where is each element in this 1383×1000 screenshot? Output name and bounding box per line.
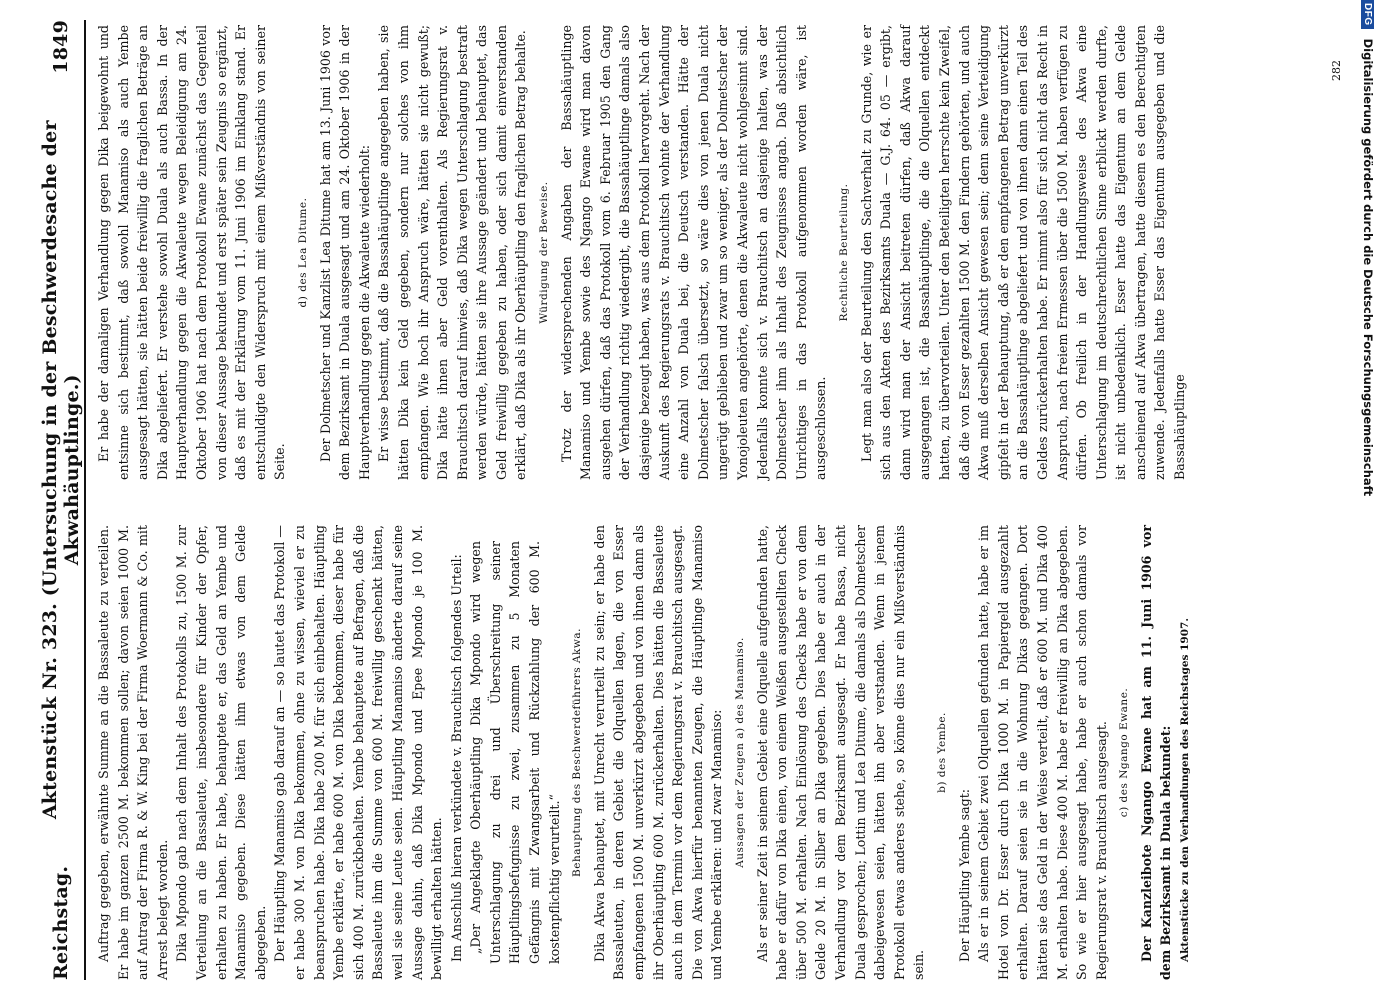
- paragraph: Als er seiner Zeit in seinem Gebiet eine Olquelle aufgefunden hatte, habe er dafür von Dika einen, von einem Weißen ausgestellten Check über 500 M. erhalten. Nach Einlösung des Checks habe er von dem Gelde 20 M. in Silber an Dika gegeben. Dies habe er auch in der Verhandlung vor dem Bezirksamt ausgesagt. Er habe Bassa, nicht Duala gesprochen; Lottin und Lea Ditume, die damals als Dolmetscher dabeigewesen seien, hätten ihn aber verstanden. Wenn in jenem Protokoll etwas anderes stehe, so könne dies nur ein Mißverständnis sein.: [754, 525, 927, 980]
- verdict-quote: „Der Angeklagte Oberhäuptling Dika Mpondo wird wegen Unterschlagung zu drei und Überschreitung seiner Häuptlingsbefugnisse zu zwei, zusammen zu 5 Monaten Gefängnis mit Zwangsarbeit und Rückzahlung der 600 M. kostenpflichtig verurteilt.“: [468, 541, 562, 964]
- page-footer: Aktenstücke zu den Verhandlungen des Reichstages 1907.: [1179, 618, 1192, 962]
- section-heading: b) des Yembe.: [935, 712, 948, 793]
- paragraph: Der Dolmetscher und Kanzlist Lea Ditume hat am 13. Juni 1906 vor dem Bezirksamt in Duala ausgesagt und am 24. Oktober 1906 in der Hauptverhandlung gegen die Akwaleute wiederholt:: [317, 25, 372, 480]
- header-title: Aktenstück Nr. 323. (Untersuchung in der Beschwerdesache der Akwahäuptlinge.): [39, 120, 83, 820]
- section-heading: Aussagen der Zeugen a) des Manamiso.: [734, 637, 746, 868]
- dfg-logo: DFG: [1362, 0, 1375, 29]
- digitization-credit: Digitalisierung gefördert durch die Deutsche Forschungsgemeinschaft: [1361, 38, 1375, 497]
- header-left: Reichstag.: [50, 865, 72, 980]
- paragraph: Der Häuptling Manamiso gab darauf an — so lautet das Protokoll — er habe 300 M. von Dika bekommen, ohne zu wissen, wieviel er zu beanspruchen habe. Dika habe 200 M. für sich einbehalten. Häuptling Yembe erklärte, er habe 600 M. von Dika bekommen, dieser habe für sich 400 M. zurückbehalten. Yembe behauptete auf Befragen, daß die Bassaleute ihm die Summe von 600 M. freiwillig geschenkt hätten, weil sie seine Leute seien. Häuptling Manamiso änderte darauf seine Aussage dahin, daß Dika Mpondo und Epee Mpondo je 100 M. bewilligt erhalten hätten.: [272, 525, 445, 980]
- paragraph: Legt man also der Beurteilung den Sachverhalt zu Grunde, wie er sich aus den Akten des Bezirksamts Duala — G.J. 64. 05 — ergibt, dann wird man der Ansicht beitreten dürfen, daß Akwa darauf ausgegangen ist, die Bassahäuptlinge, die die Olquellen entdeckt hatten, zu übervorteilen. Unter den Beteiligten herrschte kein Zweifel, daß die von Esser gezahlten 1500 M. den Findern gehörten, und auch Akwa muß derselben Ansicht gewesen sein; denn seine Verteidigung gipfelt in der Behauptung, daß er den empfangenen Betrag unverkürzt an die Bassahäuptlinge abgeliefert und von ihnen dann einen Teil des Geldes zurückerhalten habe. Er nimmt also für sich nicht das Recht in Anspruch, nach freiem Ermessen über die 1500 M. haben verfügen zu dürfen. Ob freilich in der Handlungsweise des Akwa eine Unterschlagung im deutschrechtlichen Sinne erblickt werden durfte, ist nicht unbedenklich. Esser hatte das Eigentum an dem Gelde anscheinend auf Akwa übertragen, hatte diesem es den Berechtigten zuwende. Jedenfalls hatte Esser das Eigentum ausgegeben und die Bassahäuptlinge: [858, 25, 1188, 480]
- header-page-number: 1849: [50, 20, 72, 74]
- paragraph: Auftrag gegeben, erwähnte Summe an die Bassaleute zu verteilen. Er habe im ganzen 2500 M. bekommen sollen; davon seien 1000 M. auf Antrag der Firma R. & W. King bei der Firma Woermann & Co. mit Arrest belegt worden.: [96, 525, 170, 980]
- paragraph: Dika Mpondo gab nach dem Inhalt des Protokolls zu, 1500 M. zur Verteilung an die Bassaleute, insbesondere für Kinder der Opfer, erhalten zu haben. Er habe, behauptete er, das Geld an Yembe und Manamiso gegeben. Diese hätten ihm etwas von dem Gelde abgegeben.: [174, 525, 268, 980]
- header-rule: [84, 20, 86, 980]
- section-heading: c) des Ngango Ewane.: [1118, 687, 1131, 818]
- section-heading: Behauptung des Beschwerdeführers Akwa.: [571, 628, 584, 877]
- section-heading: Würdigung der Beweise.: [538, 181, 551, 324]
- page-number: 282: [1330, 60, 1343, 81]
- section-heading: d) des Lea Ditume.: [296, 197, 309, 308]
- section-heading: Rechtliche Beurteilung.: [837, 183, 850, 322]
- document-page: [40, 20, 1350, 980]
- digitization-sidebar: [1356, 0, 1380, 1000]
- left-column: [94, 525, 1196, 980]
- paragraph: Der Kanzleibote Ngango Ewane hat am 11. Juni 1906 vor dem Bezirksamt in Duala bekundet:: [1138, 525, 1174, 980]
- right-column: [94, 25, 1190, 480]
- paragraph: Der Häuptling Yembe sagt:: [956, 789, 972, 962]
- page-header: [40, 20, 82, 980]
- paragraph: Dika Akwa behauptet, mit Unrecht verurteilt zu sein; er habe den Bassaleuten, in deren Gebiet die Olquellen lagen, die von Esser empfangenen 1500 M. unverkürzt abgegeben und von ihnen dann als ihr Oberhäuptling 600 M. zurückerhalten. Dies hätten die Bassaleute auch in dem Termin vor dem Regierungsrat v. Brauchitsch ausgesagt. Die von Akwa hierfür benannten Zeugen, die Häuptlinge Manamiso und Yembe erklären: und zwar Manamiso:: [591, 525, 725, 980]
- paragraph: Als er in seinem Gebiet zwei Olquellen gefunden hatte, habe er im Hotel von Dr. Esser durch Dika 1000 M. in Papiergeld ausgezahlt erhalten. Darauf seien sie in die Wohnung Dikas gegangen. Dort hätten sie das Geld in der Weise verteilt, daß er 600 M. und Dika 400 M. erhalten habe. Diese 400 M. habe er freiwillig an Dika abgegeben. So wie er hier ausgesagt habe, habe er auch schon damals vor Regierungsrat v. Brauchitsch ausgesagt.: [976, 525, 1109, 980]
- paragraph: Er habe der damaligen Verhandlung gegen Dika beigewohnt und entsinne sich bestimmt, daß sowohl Manamiso als auch Yembe ausgesagt hätten, sie hätten beide freiwillig die fraglichen Beträge an Dika abgeliefert. Er verstehe sowohl Duala als auch Bassa. In der Hauptverhandlung gegen die Akwaleute wegen Beleidigung am 24. Oktober 1906 hat nach dem Protokoll Ewane zunächst das Gegenteil von dieser Aussage bekundet und erst später sein Zeugnis so ergänzt, daß es mit der Erklärung vom 11. Juni 1906 im Einklang stand. Er entschuldigte den Widerspruch mit einem Mißverständnis von seiner Seite.: [96, 25, 288, 480]
- paragraph: Im Anschluß hieran verkündete v. Brauchitsch folgendes Urteil:: [448, 554, 464, 962]
- paragraph: Trotz der widersprechenden Angaben der Bassahäuptlinge Manamiso und Yembe sowie des Ngango Ewane wird man davon ausgehen dürfen, daß das Protokoll vom 6. Februar 1905 den Gang der Verhandlung richtig wiedergibt, die Bassahäuptlinge damals also dasjenige bezeugt haben, was aus dem Protokoll hervorgeht. Nach der Auskunft des Regierungsrats v. Brauchitsch wohnte der Verhandlung eine Anzahl von Duala bei, die Deutsch verstanden. Hätte der Dolmetscher falsch übersetzt, so wäre dies von jenen Duala nicht ungerügt geblieben und zwar um so weniger, als der Dolmetscher der Yonojoleuten angehörte, denen die Akwaleute nicht wohlgesinnt sind. Jedenfalls konnte sich v. Brauchitsch an dasjenige halten, was der Dolmetscher ihm als Inhalt des Zeugnisses angab. Daß absichtlich Unrichtiges in das Protokoll aufgenommen worden wäre, ist ausgeschlossen.: [558, 25, 829, 480]
- paragraph: Er wisse bestimmt, daß die Bassahäuptlinge angegeben haben, sie hätten Dika kein Geld gegeben, sondern nur solches von ihm empfangen. Wie hoch ihr Anspruch wäre, hätten sie nicht gewußt; Dika hätte ihnen aber Geld vorenthalten. Als Regierungsrat v. Brauchitsch darauf hinwies, daß Dika wegen Unterschlagung bestraft werden würde, hätten sie ihre Aussage geändert und behauptet, das Geld freiwillig gegeben zu haben, oder sich damit einverstanden erklärt, daß Dika als ihr Oberhäuptling den fraglichen Betrag behalte.: [376, 25, 529, 480]
